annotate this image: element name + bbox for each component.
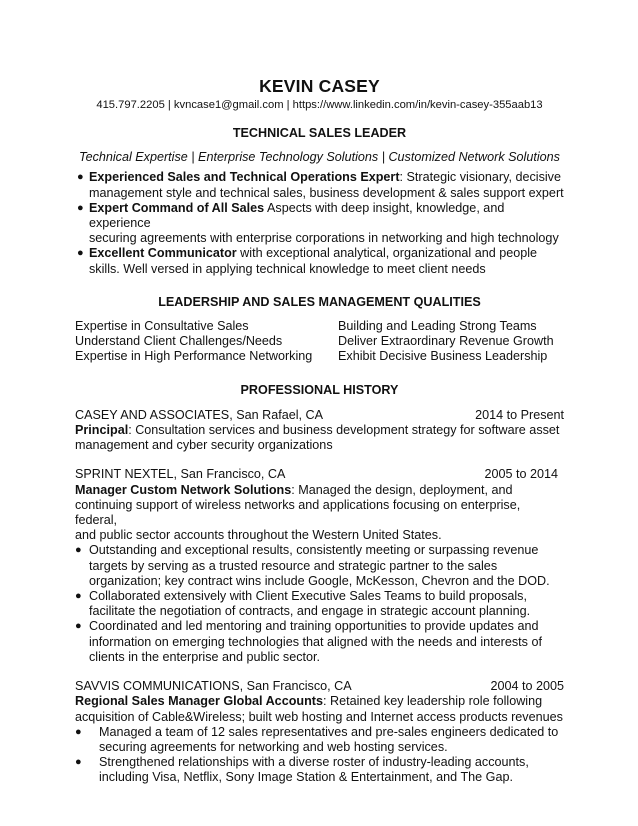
job-bullet-text: information on emerging technologies that aligned with the needs and interests of xyxy=(89,634,542,649)
qualities-grid xyxy=(75,319,564,365)
job-description: continuing support of wireless networks and applications focusing on enterprise, federal, xyxy=(75,497,521,528)
quality-item: Exhibit Decisive Business Leadership xyxy=(338,349,548,364)
job-bullet xyxy=(75,619,564,665)
job-bullet xyxy=(75,725,564,755)
summary-item-title: Excellent Communicator xyxy=(89,246,237,261)
job-dates: 2004 to 2005 xyxy=(490,679,564,694)
job-bullet-text: Managed a team of 12 sales representatives and pre-sales engineers dedicated to xyxy=(99,724,559,739)
summary-item-text: skills. Well versed in applying technical knowledge to meet client needs xyxy=(89,261,486,276)
job-bullet-text: Coordinated and led mentoring and training opportunities to provide updates and xyxy=(89,619,539,634)
job-description: and public sector accounts throughout the Western United States. xyxy=(75,528,442,543)
job-bullet-text: Strengthened relationships with a diverse roster of industry-leading accounts, xyxy=(99,755,529,770)
bullet-icon: ● xyxy=(75,756,82,769)
job-bullet-text: Outstanding and exceptional results, consistently meeting or surpassing revenue xyxy=(89,543,539,558)
summary-item-text: management style and technical sales, business development & sales support expert xyxy=(89,185,564,200)
job-company: SAVVIS COMMUNICATIONS, San Francisco, CA xyxy=(75,679,352,694)
bullet-icon: ● xyxy=(77,171,84,184)
job-bullet-text: targets by serving as a trusted resource and strategic partner to the sales xyxy=(89,558,498,573)
job-dates: 2014 to Present xyxy=(475,407,564,422)
job-company: SPRINT NEXTEL, San Francisco, CA xyxy=(75,467,286,482)
summary-list xyxy=(75,170,564,276)
quality-item: Understand Client Challenges/Needs xyxy=(75,334,283,349)
job-bullet-text: securing agreements for networking and web hosting services. xyxy=(99,739,448,754)
summary-item-text: Aspects with deep insight, knowledge, and experience xyxy=(89,200,505,231)
bullet-icon: ● xyxy=(75,590,82,603)
job-description: management and cyber security organizations xyxy=(75,438,333,453)
job-bullet-text: clients in the enterprise and public sector. xyxy=(89,649,321,664)
qualities-left-column xyxy=(75,319,338,365)
tagline: Technical Expertise | Enterprise Technology Solutions | Customized Network Solutions xyxy=(79,150,560,165)
job-description: : Managed the design, deployment, and xyxy=(291,482,513,497)
job-entry xyxy=(75,679,564,785)
history-heading: PROFESSIONAL HISTORY xyxy=(240,382,399,397)
job-company: CASEY AND ASSOCIATES, San Rafael, CA xyxy=(75,407,324,422)
quality-item: Deliver Extraordinary Revenue Growth xyxy=(338,334,554,349)
quality-item: Expertise in Consultative Sales xyxy=(75,319,249,334)
job-description: acquisition of Cable&Wireless; built web hosting and Internet access products revenues xyxy=(75,709,563,724)
job-dates: 2005 to 2014 xyxy=(484,467,558,482)
job-bullet xyxy=(75,589,564,619)
job-bullet xyxy=(75,755,564,785)
bullet-icon: ● xyxy=(75,725,82,738)
summary-item-title: Experienced Sales and Technical Operations Expert xyxy=(89,170,400,185)
summary-item-title: Expert Command of All Sales xyxy=(89,200,265,215)
summary-item xyxy=(75,246,564,276)
job-description: : Consultation services and business development strategy for software asset xyxy=(128,423,560,438)
candidate-name: KEVIN CASEY xyxy=(259,76,380,96)
job-role: Manager Custom Network Solutions xyxy=(75,482,292,497)
bullet-icon: ● xyxy=(75,544,82,557)
summary-item xyxy=(75,201,564,247)
quality-item: Expertise in High Performance Networking xyxy=(75,349,313,364)
job-bullet-text: including Visa, Netflix, Sony Image Station & Entertainment, and The Gap. xyxy=(99,770,513,785)
job-bullet-text: organization; key contract wins include Google, McKesson, Chevron and the DOD. xyxy=(89,573,550,588)
quality-item: Building and Leading Strong Teams xyxy=(338,319,537,334)
bullet-icon: ● xyxy=(75,620,82,633)
job-role: Regional Sales Manager Global Accounts xyxy=(75,694,323,709)
job-bullet xyxy=(75,543,564,589)
job-description: : Retained key leadership role following xyxy=(322,694,543,709)
bullet-icon: ● xyxy=(77,247,84,260)
summary-item-text: with exceptional analytical, organizational and people xyxy=(236,246,538,261)
summary-item xyxy=(75,170,564,200)
job-entry xyxy=(75,408,564,454)
job-entry xyxy=(75,467,564,665)
job-role: Principal xyxy=(75,423,129,438)
bullet-icon: ● xyxy=(77,201,84,214)
contact-line: 415.797.2205 | kvncase1@gmail.com | https://www.linkedin.com/in/kevin-casey-355aab13 xyxy=(96,99,543,111)
job-bullet-text: Collaborated extensively with Client Executive Sales Teams to build proposals, xyxy=(89,589,527,604)
summary-item-text: securing agreements with enterprise corporations in networking and high technology xyxy=(89,231,559,246)
headline: TECHNICAL SALES LEADER xyxy=(232,126,407,140)
job-bullet-text: facilitate the negotiation of contracts, and engage in strategic account planning. xyxy=(89,604,531,619)
qualities-right-column xyxy=(338,319,564,365)
summary-item-text: : Strategic visionary, decisive xyxy=(399,170,561,185)
qualities-heading: LEADERSHIP AND SALES MANAGEMENT QUALITIES xyxy=(158,294,481,309)
